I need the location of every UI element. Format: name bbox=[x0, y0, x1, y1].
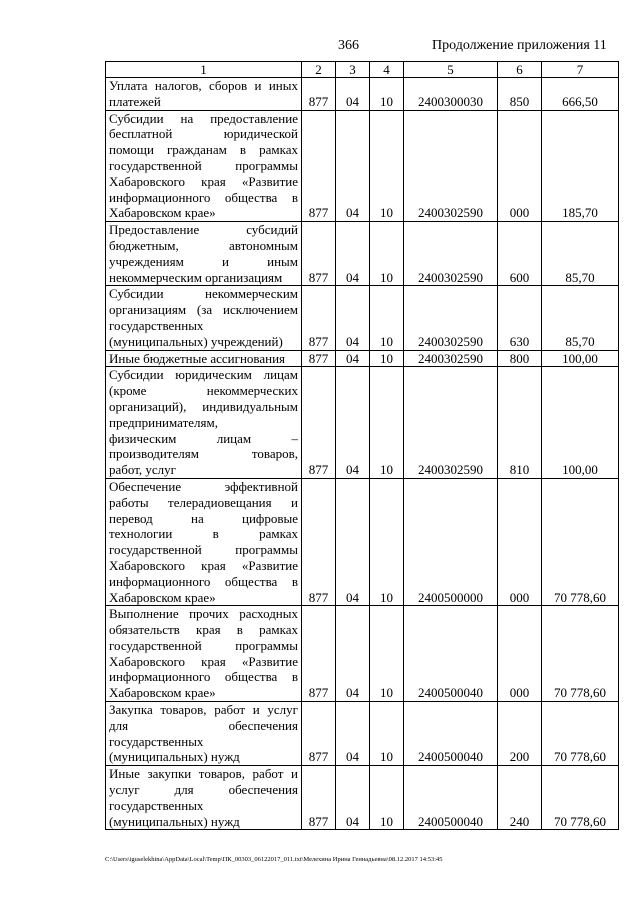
section-cell: 04 bbox=[336, 78, 370, 111]
row-name-line: государственных bbox=[109, 317, 204, 333]
row-name-line: обязательств края в рамках bbox=[109, 622, 298, 638]
code-admin-cell: 877 bbox=[302, 766, 336, 830]
column-header: 1 bbox=[106, 62, 302, 78]
row-name-cell bbox=[106, 350, 302, 367]
section-cell: 04 bbox=[336, 286, 370, 350]
table-row bbox=[106, 286, 619, 350]
expense-type-cell: 630 bbox=[498, 286, 542, 350]
target-article-cell: 2400500040 bbox=[404, 606, 498, 702]
column-header: 7 bbox=[542, 62, 619, 78]
row-name-line: Закупка товаров, работ и услуг bbox=[109, 702, 298, 718]
row-name-line: некоммерческим организациям bbox=[109, 269, 283, 285]
row-name-line: Хабаровского края «Развитие bbox=[109, 557, 298, 573]
column-header: 6 bbox=[498, 62, 542, 78]
code-admin-cell: 877 bbox=[302, 606, 336, 702]
row-name-cell bbox=[106, 78, 302, 111]
section-cell: 04 bbox=[336, 478, 370, 605]
row-name-line: бюджетным, автономным bbox=[109, 237, 298, 253]
subsection-cell: 10 bbox=[370, 222, 404, 286]
table-row bbox=[106, 350, 619, 367]
row-name-line: (муниципальных) нужд bbox=[109, 813, 240, 829]
target-article-cell: 2400302590 bbox=[404, 350, 498, 367]
subsection-cell: 10 bbox=[370, 367, 404, 479]
row-name-line: бесплатной юридической bbox=[109, 126, 298, 142]
row-name-cell bbox=[106, 702, 302, 766]
section-cell: 04 bbox=[336, 222, 370, 286]
row-name-line: учреждениям и иным bbox=[109, 253, 298, 269]
row-name-line: Уплата налогов, сборов и иных bbox=[109, 78, 298, 93]
code-admin-cell: 877 bbox=[302, 222, 336, 286]
expense-type-cell: 200 bbox=[498, 702, 542, 766]
amount-cell: 70 778,60 bbox=[542, 702, 619, 766]
row-name-line: Субсидии некоммерческим bbox=[109, 286, 298, 302]
row-name-line: Выполнение прочих расходных bbox=[109, 606, 298, 622]
column-header-row bbox=[106, 62, 619, 78]
row-name-cell bbox=[106, 367, 302, 479]
expense-type-cell: 810 bbox=[498, 367, 542, 479]
expense-type-cell: 850 bbox=[498, 78, 542, 111]
target-article-cell: 2400302590 bbox=[404, 367, 498, 479]
expense-type-cell: 000 bbox=[498, 110, 542, 222]
code-admin-cell: 877 bbox=[302, 350, 336, 367]
row-name-line: платежей bbox=[109, 93, 161, 109]
table-row bbox=[106, 367, 619, 479]
row-name-line: Хабаровского края «Развитие bbox=[109, 173, 298, 189]
amount-cell: 85,70 bbox=[542, 222, 619, 286]
row-name-line: государственной программы bbox=[109, 637, 298, 653]
subsection-cell: 10 bbox=[370, 78, 404, 111]
code-admin-cell: 877 bbox=[302, 478, 336, 605]
row-name-cell bbox=[106, 286, 302, 350]
row-name-line: технологии в рамках bbox=[109, 526, 298, 542]
section-cell: 04 bbox=[336, 606, 370, 702]
row-name-cell bbox=[106, 766, 302, 830]
row-name-line: (кроме некоммерческих bbox=[109, 383, 298, 399]
table-row bbox=[106, 222, 619, 286]
column-header: 4 bbox=[370, 62, 404, 78]
expense-type-cell: 600 bbox=[498, 222, 542, 286]
row-name-line: (муниципальных) нужд bbox=[109, 749, 240, 765]
table-row bbox=[106, 478, 619, 605]
row-name-line: для обеспечения bbox=[109, 717, 298, 733]
row-name-line: государственных bbox=[109, 733, 204, 749]
amount-cell: 666,50 bbox=[542, 78, 619, 111]
code-admin-cell: 877 bbox=[302, 367, 336, 479]
amount-cell: 70 778,60 bbox=[542, 766, 619, 830]
target-article-cell: 2400302590 bbox=[404, 110, 498, 222]
section-cell: 04 bbox=[336, 110, 370, 222]
row-name-line: Обеспечение эффективной bbox=[109, 478, 298, 494]
subsection-cell: 10 bbox=[370, 286, 404, 350]
row-name-line: организаций), индивидуальным bbox=[109, 398, 298, 414]
row-name-line: информационного общества в bbox=[109, 573, 298, 589]
row-name-line: Хабаровском крае» bbox=[109, 589, 216, 605]
row-name-line: физическим лицам – bbox=[109, 430, 298, 446]
code-admin-cell: 877 bbox=[302, 110, 336, 222]
row-name-line: информационного общества в bbox=[109, 669, 298, 685]
row-name-cell bbox=[106, 606, 302, 702]
row-name-line: работы телерадиовещания и bbox=[109, 494, 298, 510]
table-row bbox=[106, 606, 619, 702]
subsection-cell: 10 bbox=[370, 350, 404, 367]
row-name-line: помощи гражданам в рамках bbox=[109, 142, 298, 158]
continuation-label: Продолжение приложения 11 bbox=[432, 38, 607, 53]
row-name-line: Хабаровского края «Развитие bbox=[109, 653, 298, 669]
row-name-cell bbox=[106, 222, 302, 286]
row-name-line: Хабаровском крае» bbox=[109, 205, 216, 221]
target-article-cell: 2400500040 bbox=[404, 702, 498, 766]
row-name-line: Субсидии на предоставление bbox=[109, 110, 298, 126]
row-name-line: Предоставление субсидий bbox=[109, 222, 298, 238]
section-cell: 04 bbox=[336, 350, 370, 367]
target-article-cell: 2400302590 bbox=[404, 222, 498, 286]
subsection-cell: 10 bbox=[370, 766, 404, 830]
row-name-line: предпринимателям, bbox=[109, 414, 218, 430]
amount-cell: 100,00 bbox=[542, 350, 619, 367]
table-row bbox=[106, 702, 619, 766]
column-header: 2 bbox=[302, 62, 336, 78]
table-row bbox=[106, 766, 619, 830]
amount-cell: 85,70 bbox=[542, 286, 619, 350]
column-header: 5 bbox=[404, 62, 498, 78]
subsection-cell: 10 bbox=[370, 606, 404, 702]
row-name-line: государственной программы bbox=[109, 542, 298, 558]
section-cell: 04 bbox=[336, 766, 370, 830]
budget-table bbox=[105, 61, 619, 830]
expense-type-cell: 000 bbox=[498, 478, 542, 605]
row-name-line: работ, услуг bbox=[109, 462, 177, 478]
file-path-footer: C:\Users\iguselekhina\AppData\Local\Temp\ПК_00303_06122017_011.txt\Мелехина Ирина Геннадьевна\08.12.2017 14:53:45 bbox=[105, 856, 443, 863]
row-name-cell bbox=[106, 478, 302, 605]
row-name-line: информационного общества в bbox=[109, 189, 298, 205]
row-name-cell bbox=[106, 110, 302, 222]
amount-cell: 185,70 bbox=[542, 110, 619, 222]
subsection-cell: 10 bbox=[370, 702, 404, 766]
row-name-line: государственной программы bbox=[109, 157, 298, 173]
expense-type-cell: 000 bbox=[498, 606, 542, 702]
amount-cell: 70 778,60 bbox=[542, 606, 619, 702]
target-article-cell: 2400300030 bbox=[404, 78, 498, 111]
code-admin-cell: 877 bbox=[302, 286, 336, 350]
row-name-line: производителям товаров, bbox=[109, 446, 298, 462]
row-name-line: Иные закупки товаров, работ и bbox=[109, 766, 298, 782]
subsection-cell: 10 bbox=[370, 110, 404, 222]
row-name-line: перевод на цифровые bbox=[109, 510, 298, 526]
row-name-line: государственных bbox=[109, 797, 204, 813]
section-cell: 04 bbox=[336, 367, 370, 479]
row-name-line: Субсидии юридическим лицам bbox=[109, 367, 298, 383]
row-name-line: (муниципальных) учреждений) bbox=[109, 333, 283, 349]
amount-cell: 100,00 bbox=[542, 367, 619, 479]
row-name-line: Иные бюджетные ассигнования bbox=[109, 350, 286, 366]
code-admin-cell: 877 bbox=[302, 702, 336, 766]
subsection-cell: 10 bbox=[370, 478, 404, 605]
row-name-line: Хабаровском крае» bbox=[109, 685, 216, 701]
expense-type-cell: 240 bbox=[498, 766, 542, 830]
target-article-cell: 2400500040 bbox=[404, 766, 498, 830]
code-admin-cell: 877 bbox=[302, 78, 336, 111]
target-article-cell: 2400500000 bbox=[404, 478, 498, 605]
row-name-line: услуг для обеспечения bbox=[109, 782, 298, 798]
expense-type-cell: 800 bbox=[498, 350, 542, 367]
column-header: 3 bbox=[336, 62, 370, 78]
target-article-cell: 2400302590 bbox=[404, 286, 498, 350]
amount-cell: 70 778,60 bbox=[542, 478, 619, 605]
table-row bbox=[106, 110, 619, 222]
section-cell: 04 bbox=[336, 702, 370, 766]
table-row bbox=[106, 78, 619, 111]
page-number: 366 bbox=[338, 38, 359, 53]
row-name-line: организациям (за исключением bbox=[109, 302, 298, 318]
